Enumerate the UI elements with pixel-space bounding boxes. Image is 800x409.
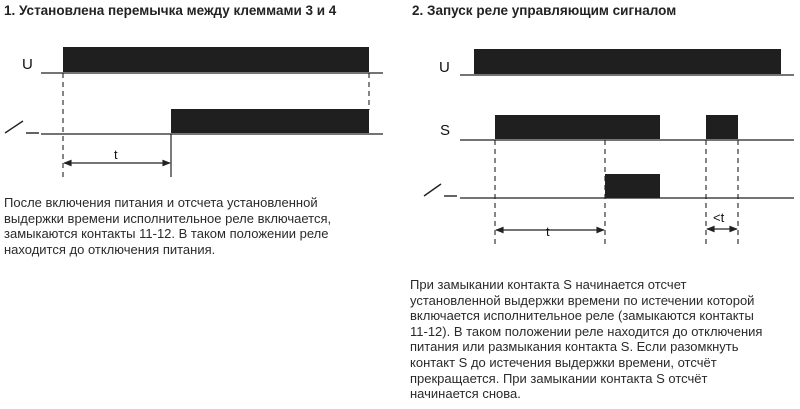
right-short-interval-label: <t xyxy=(713,210,725,225)
right-interval-label: t xyxy=(546,224,550,239)
left-heading: 1. Установлена перемычка между клеммами 3 и 4 xyxy=(4,3,337,18)
right-s-pulse-1 xyxy=(495,115,660,139)
right-u-pulse xyxy=(474,49,781,74)
right-description-line: начинается снова. xyxy=(410,386,521,402)
left-description xyxy=(4,195,384,257)
right-description-line: При замыкании контакта S начинается отсчет xyxy=(410,277,687,292)
right-description-line: прекращается. При замыкании контакта S отсчёт xyxy=(410,370,708,386)
left-relay-contact-icon xyxy=(5,121,39,133)
right-description-line: включается исполнительное реле (замыкаются контакты xyxy=(410,308,754,324)
left-relay-pulse xyxy=(171,109,369,133)
left-description-line: замыкаются контакты 11-12. В таком положении реле xyxy=(4,226,329,242)
right-description xyxy=(410,277,796,402)
right-timing-diagram xyxy=(424,49,794,244)
left-description-line: выдержки времени исполнительное реле включается, xyxy=(4,210,332,226)
right-description-line: контакт S до истечения выдержки времени, отсчёт xyxy=(410,354,717,370)
left-timing-diagram xyxy=(5,47,383,177)
left-u-label: U xyxy=(22,56,33,73)
left-description-line: находится до отключения питания. xyxy=(4,241,216,257)
left-u-pulse xyxy=(63,47,369,72)
right-relay-pulse xyxy=(605,174,660,198)
left-interval-label: t xyxy=(114,147,118,162)
right-heading: 2. Запуск реле управляющим сигналом xyxy=(412,3,677,18)
right-s-pulse-2 xyxy=(706,115,738,139)
right-u-label: U xyxy=(439,59,450,76)
right-relay-contact-icon xyxy=(424,184,457,196)
right-description-line: 11-12). В таком положении реле находится до отключения xyxy=(410,323,763,339)
right-s-label: S xyxy=(440,122,451,139)
right-description-line: установленной выдержки времени по истечении которой xyxy=(410,292,755,308)
right-description-line: питания или размыкания контакта S. Если разомкнуть xyxy=(410,339,739,355)
left-description-line: После включения питания и отсчета установленной xyxy=(4,195,318,210)
